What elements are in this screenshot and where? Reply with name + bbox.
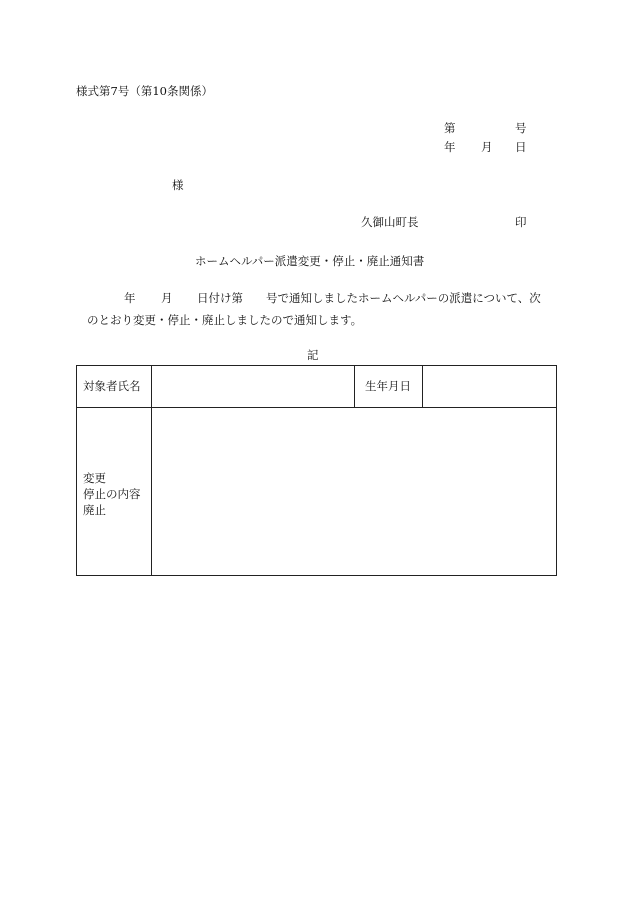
- table-dob-divider-left: [354, 366, 355, 407]
- addressee-honorific: 様: [172, 178, 184, 192]
- body-dated-label: 日付け第: [197, 291, 243, 305]
- table-row-divider: [77, 407, 556, 408]
- body-line1-text: 号で通知しましたホームヘルパーの派遣について、次: [266, 291, 541, 305]
- subject-name-header: 対象者氏名: [83, 379, 141, 393]
- body-month-label: 月: [161, 291, 173, 305]
- change-label: 変更: [83, 471, 106, 485]
- suspension-content-label: 停止の内容: [83, 487, 141, 501]
- table-column-divider: [151, 366, 152, 575]
- seal-mark: 印: [515, 215, 527, 229]
- sender-title: 久御山町長: [361, 215, 419, 229]
- date-of-birth-header: 生年月日: [365, 379, 411, 393]
- date-day-label: 日: [515, 140, 527, 154]
- document-title: ホームヘルパー派遣変更・停止・廃止通知書: [195, 254, 425, 268]
- doc-number-prefix: 第: [444, 121, 456, 135]
- record-label: 記: [307, 348, 319, 362]
- table-dob-divider-right: [422, 366, 423, 407]
- body-year-label: 年: [124, 291, 136, 305]
- doc-number-suffix: 号: [515, 121, 527, 135]
- form-number: 様式第7号（第10条関係）: [76, 84, 213, 98]
- record-table: [76, 365, 557, 576]
- body-paragraph-line-2: のとおり変更・停止・廃止しましたので通知します。: [87, 313, 363, 327]
- abolition-label: 廃止: [83, 503, 106, 517]
- date-year-label: 年: [444, 140, 456, 154]
- change-content-header: [83, 470, 141, 518]
- date-month-label: 月: [481, 140, 493, 154]
